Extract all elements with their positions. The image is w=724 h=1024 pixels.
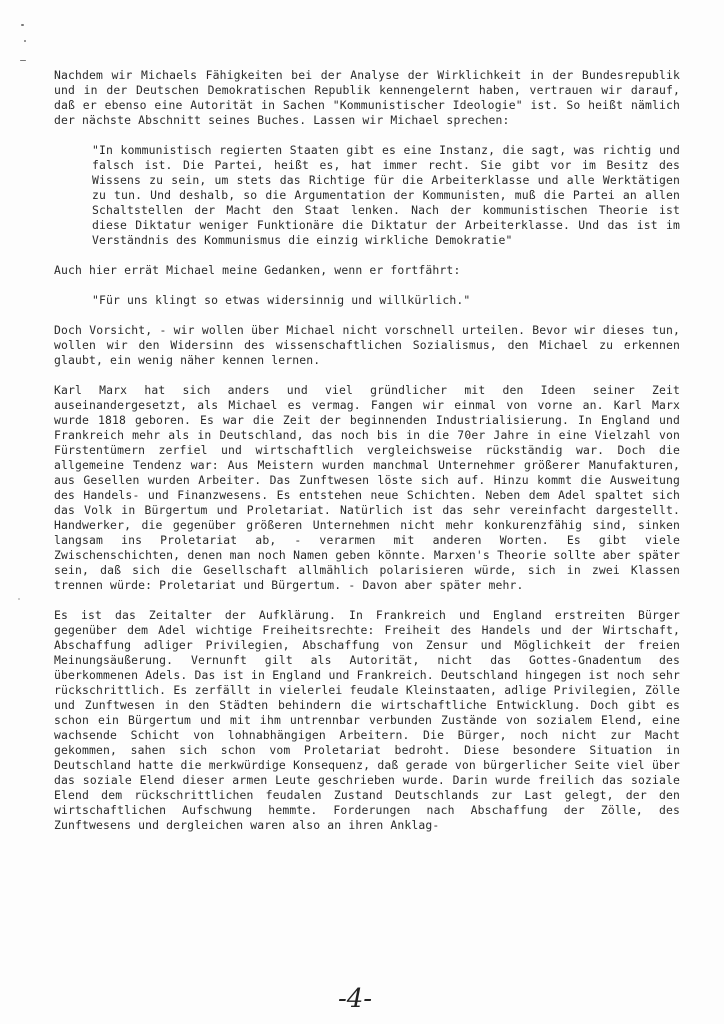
scan-speck: [18, 598, 20, 600]
quote-partei: "In kommunistisch regierten Staaten gibt es eine Instanz, die sagt, was richtig und falsch ist. Die Partei, heißt es, hat immer recht. Sie gibt vor im Besitz des Wissens zu sein, um stets das Richtige für die Arbeiterklasse und alle Werktätigen zu tun. Und deshalb, so die Argumentation der Kommunisten, muß die Partei an allen Schaltstellen der Macht den Staat lenken. Nach der kommunistischen Theorie ist diese Diktatur weniger Funktionäre die Diktatur der Arbeiterklasse. Und das ist im Verständnis des Kommunismus die einzig wirkliche Demokratie": [92, 143, 680, 247]
document-body: [54, 68, 680, 848]
scan-speck: [21, 24, 24, 26]
scan-speck: [24, 40, 26, 42]
paragraph-intro: Nachdem wir Michaels Fähigkeiten bei der Analyse der Wirklichkeit in der Bundesrepublik und in der Deutschen Demokratischen Republik kennengelernt haben, vertrauen wir darauf, daß er ebenso eine Autorität in Sachen "Kommunistischer Ideologie" ist. So heißt nämlich der nächste Abschnitt seines Buches. Lassen wir Michael sprechen:: [54, 68, 680, 127]
paragraph-aufklaerung: Es ist das Zeitalter der Aufklärung. In Frankreich und England erstreiten Bürger gegenüber dem Adel wichtige Freiheitsrechte: Freiheit des Handels und der Wirtschaft, Abschaffung adliger Privilegien, Abschaffung von Zensur und Möglichkeit der freien Meinungsäußerung. Vernunft gilt als Autorität, nicht das Gottes-Gnadentum des überkommenen Adels. Das ist in England und Frankreich. Deutschland hingegen ist noch sehr rückschrittlich. Es zerfällt in vielerlei feudale Kleinstaaten, adlige Privilegien, Zölle und Zunftwesen in den Städten behindern die wirtschaftliche Entwicklung. Doch gibt es schon ein Bürgertum und mit ihm untrennbar verbunden Zustände von sozialem Elend, eine wachsende Schicht von lohnabhängigen Arbeitern. Die Bürger, noch nicht zur Macht gekommen, sahen sich schon vom Proletariat bedroht. Diese besondere Situation in Deutschland hatte die merkwürdige Konsequenz, daß gerade von bürgerlicher Seite viel über das soziale Elend dieser armen Leute geschrieben wurde. Darin wurde freilich das soziale Elend dem rückschrittlichen feudalen Zustand Deutschlands zur Last gelegt, der den wirtschaftlichen Aufschwung hemmte. Forderungen nach Abschaffung der Zölle, des Zunftwesens und dergleichen waren also an ihren Anklag-: [54, 608, 680, 832]
paragraph-vorsicht: Doch Vorsicht, - wir wollen über Michael nicht vorschnell urteilen. Bevor wir dieses tun, wollen wir den Widersinn des wissenschaftlichen Sozialismus, den Michael zu erkennen glaubt, ein wenig näher kennen lernen.: [54, 323, 680, 367]
scan-speck: [20, 60, 26, 61]
paragraph-karl-marx: Karl Marx hat sich anders und viel gründlicher mit den Ideen seiner Zeit auseinandergesetzt, als Michael es vermag. Fangen wir einmal von vorne an. Karl Marx wurde 1818 geboren. Es war die Zeit der beginnenden Industrialisierung. In England und Frankreich mehr als in Deutschland, das noch bis in die 70er Jahre in eine Vielzahl von Fürstentümern zerfiel und wirtschaftlich vergleichsweise rückständig war. Doch die allgemeine Tendenz war: Aus Meistern wurden manchmal Unternehmer größerer Manufakturen, aus Gesellen wurden Arbeiter. Das Zunftwesen löste sich auf. Hinzu kommt die Ausweitung des Handels- und Finanzwesens. Es entstehen neue Schichten. Neben dem Adel spaltet sich das Volk in Bürgertum und Proletariat. Natürlich ist das sehr vereinfacht dargestellt. Handwerker, die gegenüber größeren Unternehmen nicht mehr konkurenzfähig sind, sinken langsam ins Proletariat ab, - verarmen mit anderen Worten. Es gibt viele Zwischenschichten, denen man noch Namen geben könnte. Marxen's Theorie sollte aber später sein, daß sich die Gesellschaft allmählich polarisieren würde, sich in zwei Klassen trennen würde: Proletariat und Bürgertum. - Davon aber später mehr.: [54, 383, 680, 592]
quote-widersinnig: "Für uns klingt so etwas widersinnig und willkürlich.": [92, 293, 471, 307]
page-number: -4-: [337, 984, 373, 1014]
paragraph-transition: Auch hier errät Michael meine Gedanken, wenn er fortfährt:: [54, 263, 461, 277]
